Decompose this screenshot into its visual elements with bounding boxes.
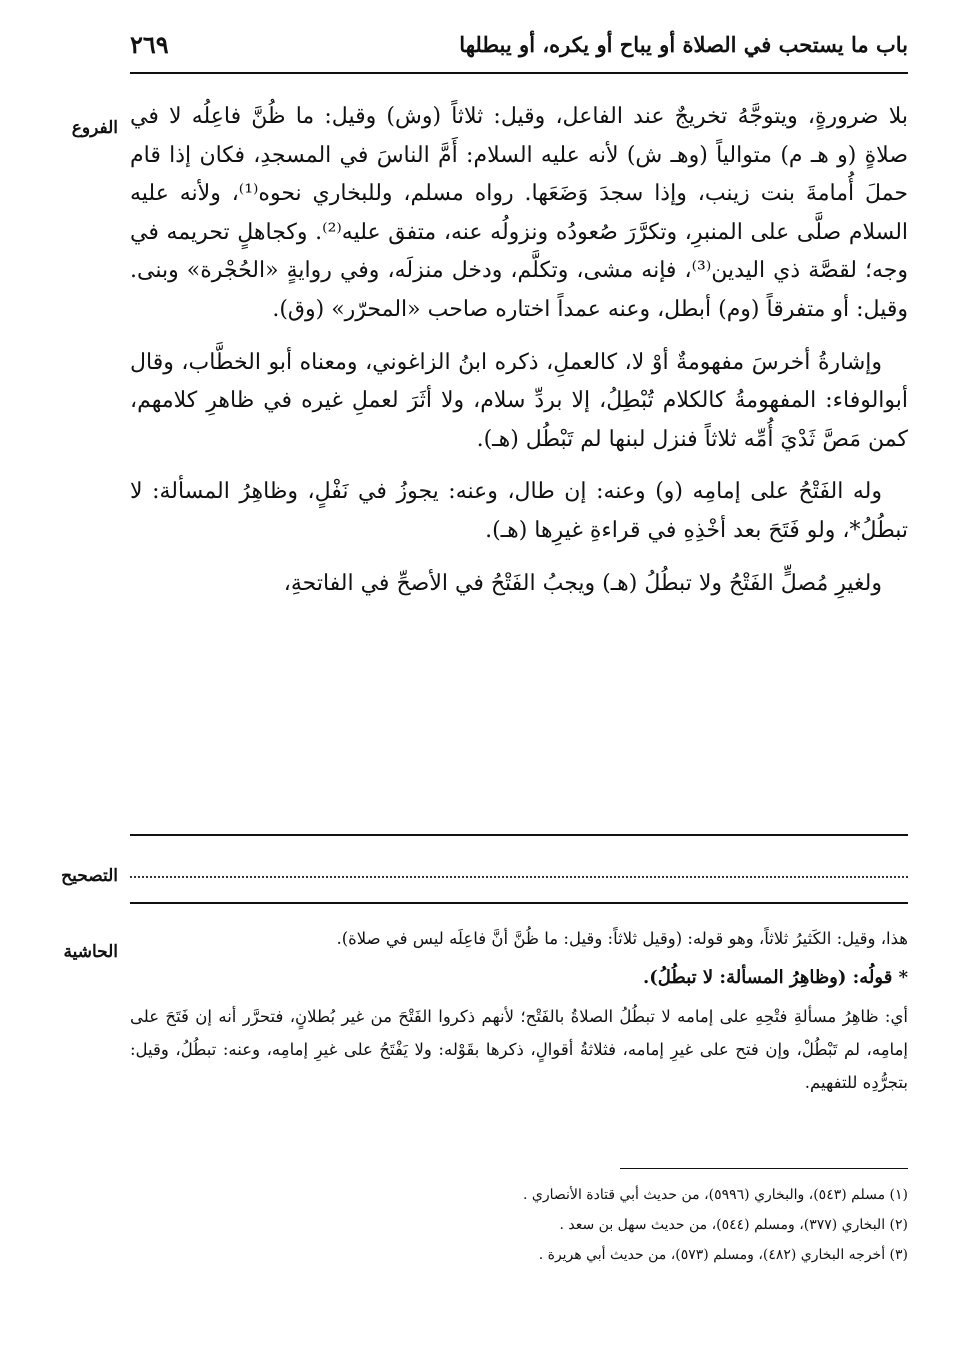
main-paragraph: وإشارةُ أخرسَ مفهومةٌ أوْ لا، كالعملِ، ذكره ابنُ الزاغوني، ومعناه أبو الخطَّاب، وقال أبوالوفاء: المفهومةُ كالكلام تُبْطِلُ، إلا بردِّ سلام، ولا أثَرَ لعملِ غيره في ظاهرِ كلامهم، كمن مَصَّ ثَدْيَ أُمِّه ثلاثاً فنزل لبنها لم تَبْطُل (هـ). xyxy=(130,349,908,452)
footnote: (٢) البخاري (٣٧٧)، ومسلم (٥٤٤)، من حديث سهل بن سعد . xyxy=(559,1217,908,1233)
chapter-title: باب ما يستحب في الصلاة أو يباح أو يكره، أو يبطلها xyxy=(459,32,908,57)
main-paragraph: بلا ضرورةٍ، ويتوجَّهُ تخريجٌ عند الفاعل، وقيل: ثلاثاً (وش) وقيل: ما ظُنَّ فاعِلُه لا في صلاةٍ (و هـ م) متوالياً (وهـ ش) لأنه عليه السلام: أَمَّ الناسَ في المسجدِ، فكان إذا قام حملَ أُمامةَ بنت زينب، وإذا سجدَ وَضَعَها. رواه مسلم، وللبخاري نحوه⁽¹⁾، ولأنه عليه السلام صلَّى على المنبرِ، وتكرَّرَ صُعودُه ونزولُه عنه، متفق عليه⁽²⁾. وكجاهلٍ تحريمه في وجه؛ لقصَّة ذي اليدين⁽³⁾، فإنه مشى، وتكلَّم، ودخل منزلَه، وفي روايةٍ «الحُجْرة» وبنى. وقيل: أو متفرقاً (وم) أبطل، وعنه عمداً اختاره صاحب «المحرّر» (وق). xyxy=(130,104,909,322)
hashiya-text xyxy=(130,922,908,1105)
footnotes xyxy=(400,1180,908,1270)
hashiya-heading: * قولُه: (وظاهِرُ المسألة: لا تبطُلُ). xyxy=(643,967,908,988)
hashiya-line: هذا، وقيل: الكَثيرُ ثلاثاً، وهو قوله: (وقيل ثلاثاً: وقيل: ما ظُنَّ أنَّ فاعِلَه ليس في صلاة). xyxy=(336,929,908,948)
margin-label-tashih: التصحيح xyxy=(61,866,118,886)
main-text xyxy=(130,98,908,617)
margin-label-hashiya: الحاشية xyxy=(63,942,118,962)
page-header xyxy=(130,28,908,74)
hashiya-body: أي: ظاهِرُ مسألةِ فتْحِهِ على إمامه لا تبطُلُ الصلاةُ بالفَتْح؛ لأنهم ذكروا الفَتْحَ من غير بُطلانٍ، فتحرَّر أنه إن فَتَحَ على إمامِه، لم تَبْطُلْ، وإن فتح على غيرِ إمامه، فثلاثةُ أقوالٍ، ذكرها بقَوْله: ولا يَفْتَحُ على غيرِ إمامِه، وعنه: تبطُلُ، وقيل: بتجرُّدِه للتفهيم. xyxy=(130,1007,908,1092)
page-number: ٢٦٩ xyxy=(130,30,169,59)
main-paragraph: ولغيرِ مُصلٍّ الفَتْحُ ولا تبطُلُ (هـ) ويجبُ الفَتْحُ في الأصحِّ في الفاتحةِ، xyxy=(283,570,882,596)
main-paragraph: وله الفَتْحُ على إمامِه (و) وعنه: إن طال، وعنه: يجوزُ في نَفْلٍ، وظاهِرُ المسألة: لا تبطُلُ*، ولو فَتَحَ بعد أخْذِهِ في قراءةِ غيرِها (هـ). xyxy=(130,479,908,543)
footnote: (١) مسلم (٥٤٣)، والبخاري (٥٩٩٦)، من حديث أبي قتادة الأنصاري . xyxy=(523,1187,908,1203)
footnote: (٣) أخرجه البخاري (٤٨٢)، ومسلم (٥٧٣)، من حديث أبي هريرة . xyxy=(538,1247,908,1263)
section-divider xyxy=(130,834,908,836)
footnote-divider xyxy=(620,1168,908,1169)
tashih-dotted-line xyxy=(130,876,908,878)
margin-label-furu: الفروع xyxy=(71,118,118,138)
section-divider xyxy=(130,902,908,904)
